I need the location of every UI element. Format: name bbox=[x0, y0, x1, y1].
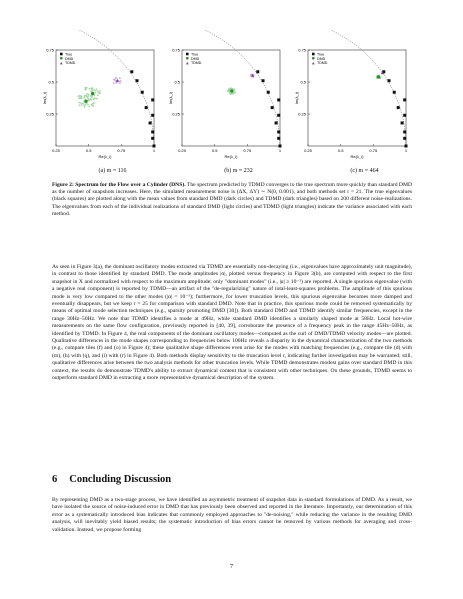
true-eigenvalue-marker bbox=[403, 114, 406, 117]
dmd-realization-point bbox=[88, 88, 90, 90]
x-axis-label: Re(λ_i) bbox=[350, 154, 364, 159]
dmd-realization-point bbox=[91, 104, 93, 106]
true-eigenvalue-marker bbox=[403, 98, 406, 101]
true-eigenvalue-marker bbox=[151, 130, 154, 133]
dmd-realization-point bbox=[82, 103, 84, 105]
section-number: 6 bbox=[52, 474, 58, 485]
legend-dmd-marker bbox=[312, 57, 315, 60]
dmd-realization-point bbox=[90, 99, 92, 101]
legend-true-marker bbox=[186, 53, 189, 56]
true-eigenvalue-marker bbox=[277, 114, 280, 117]
figure-caption-label: Figure 2: Spectrum for the Flow over a Cylinder (DNS). bbox=[52, 182, 186, 188]
legend-dmd-marker bbox=[186, 57, 189, 60]
subfigure-a bbox=[42, 44, 167, 164]
legend-label: TDMD bbox=[65, 61, 76, 66]
dmd-realization-point bbox=[96, 98, 98, 100]
x-tick-label: 0.75 bbox=[117, 148, 126, 153]
subfigure-caption-a: (a) m = 116 bbox=[98, 168, 127, 174]
subfigure-caption-b: (b) m = 232 bbox=[224, 168, 253, 174]
true-eigenvalue-marker bbox=[149, 121, 152, 124]
dmd-realization-point bbox=[97, 91, 99, 93]
dmd-realization-point bbox=[95, 90, 97, 92]
dmd-realization-point bbox=[79, 102, 81, 104]
dmd-realization-point bbox=[79, 97, 81, 99]
dmd-realization-point bbox=[86, 96, 88, 98]
spectrum-plot-b bbox=[168, 44, 293, 164]
true-eigenvalue-marker bbox=[277, 137, 280, 140]
true-eigenvalue-marker bbox=[130, 70, 133, 73]
x-axis-label: Re(λ_i) bbox=[224, 154, 238, 159]
dmd-realization-point bbox=[86, 93, 88, 95]
true-eigenvalue-marker bbox=[151, 98, 154, 101]
x-tick-label: 1 bbox=[278, 148, 282, 153]
legend-label: True bbox=[191, 52, 199, 57]
legend-tdmd-marker bbox=[312, 62, 315, 64]
true-eigenvalue-marker bbox=[271, 106, 274, 109]
legend-label: DMD bbox=[317, 56, 326, 61]
true-eigenvalue-marker bbox=[277, 98, 280, 101]
dmd-realization-point bbox=[94, 97, 96, 99]
y-tick-label: 0.25 bbox=[172, 111, 180, 117]
section-heading bbox=[52, 474, 171, 485]
dmd-realization-point bbox=[78, 95, 80, 97]
dmd-realization-point bbox=[94, 92, 96, 94]
legend-true-marker bbox=[60, 53, 63, 56]
subfigure-c bbox=[294, 44, 419, 164]
true-eigenvalue-marker bbox=[256, 70, 259, 73]
y-axis-label: Im(λ_i) bbox=[168, 91, 173, 105]
unit-circle-arc bbox=[79, 30, 154, 146]
legend-tdmd-marker bbox=[60, 62, 63, 64]
x-axis-label: Re(λ_i) bbox=[98, 154, 112, 159]
true-eigenvalue-marker bbox=[267, 91, 270, 94]
true-eigenvalue-marker bbox=[401, 121, 404, 124]
tdmd-realization-point bbox=[113, 82, 115, 84]
unit-circle-arc bbox=[205, 30, 280, 146]
legend-label: True bbox=[317, 52, 325, 57]
dmd-realization-point bbox=[80, 102, 82, 104]
figure-caption bbox=[52, 182, 412, 218]
dmd-realization-point bbox=[92, 103, 94, 105]
dmd-realization-point bbox=[91, 97, 93, 99]
y-tick-label: 0.75 bbox=[46, 47, 54, 53]
dmd-realization-point bbox=[84, 95, 86, 97]
true-eigenvalue-marker bbox=[388, 79, 391, 82]
true-eigenvalue-marker bbox=[279, 145, 282, 148]
body-paragraph-1: As seen in Figure 3(a), the dominant oscillatory modes extracted via TDMD are essentially non-decaying (i.e., eigenvalues have approximately unit magnitude), in contrast to those identified by standard DMD. The mode amplitudes |α|, plotted versus frequency in Figure 3(b), are computed with respect to the first snapshot in X and normalized with respect to the maximum amplitude; only "dominant modes" (i.e., |α| ≥ 10⁻²) are reported. A single spurious eigenvalue (with a negative real component) is reported by TDMD—an artifact of the "de-regularizing" nature of total-least-squares problems. The amplitude of this spurious mode is very low compared to the other modes (|α| = 10⁻⁵); furthermore, for lower truncation levels, this spurious eigenvalue becomes more damped and eventually disappears, but we keep r = 25 for comparison with standard DMD. Note that in practice, this spurious mode could be removed systematically by means of optimal mode selection techniques (e.g., sparsity promoting DMD [30]). Both standard DMD and TDMD identify similar frequencies, except in the range 30Hz–50Hz. We note that TDMD identifies a mode at 49Hz, while standard DMD identifies a similarly shaped mode at 58Hz. Local hot-wire measurements on the same flow configuration, previously reported in [40, 39], corroborate the presence of a frequency peak in the range 45Hz–50Hz, as identified by TDMD. In Figure 4, the real components of the dominant oscillatory modes—computed as the curl of DMD/TDMD velocity modes—are plotted. Qualitative differences in the mode shapes corresponding to frequencies below 100Hz reveals a disparity in the dynamical characterization of the two methods (e.g., compare tiles (f) and (o) in Figure 4); these qualitative shape differences even arise for the modes with matching frequencies (e.g., compare tile (d) with (m), (h) with (q), and (i) with (r) in Figure 4). Both methods display sensitivity to the truncation level r, indicating further investigation may be warranted; still, qualitative differences arise between the two analysis methods for other truncation levels. While TDMD demonstrates modest gains over standard DMD in this context, the results do demonstrate TDMD's ability to extract dynamical content that is consistent with other techniques. On these grounds, TDMD seems to outperform standard DMD in extracting a more representative dynamical description of the system. bbox=[52, 264, 412, 382]
spectrum-plot-c bbox=[294, 44, 419, 164]
subfigure-caption-c: (c) m = 464 bbox=[350, 168, 379, 174]
dmd-realization-point bbox=[93, 89, 95, 91]
true-eigenvalue-marker bbox=[397, 106, 400, 109]
dmd-realization-point bbox=[90, 87, 92, 89]
true-eigenvalue-marker bbox=[151, 114, 154, 117]
y-tick-label: 0.5 bbox=[48, 79, 54, 85]
dmd-realization-point bbox=[85, 88, 87, 90]
x-tick-label: 1 bbox=[152, 148, 156, 153]
dmd-realization-point bbox=[79, 104, 81, 106]
x-tick-label: 1 bbox=[404, 148, 408, 153]
true-eigenvalue-marker bbox=[136, 79, 139, 82]
y-tick-label: 0.5 bbox=[300, 79, 306, 85]
true-eigenvalue-marker bbox=[141, 91, 144, 94]
y-tick-label: 0.5 bbox=[174, 79, 180, 85]
unit-circle-arc bbox=[331, 30, 406, 146]
body-paragraph-2: By representing DMD as a two-stage process, we have identified an asymmetric treatment of snapshot data in standard formulations of DMD. As a result, we have isolated the source of noise-induced error in DMD that has previously been observed and reported in the literature. Importantly, our determination of this error as a systematically introduced bias indicates that commonly employed approaches to "de-noising," while reducing the variance in the resulting DMD analysis, will inevitably yield biased results; the systematic introduction of bias errors cannot be removed by various methods for averaging and cross-validation. Instead, we propose forming bbox=[52, 497, 412, 533]
legend-dmd-marker bbox=[60, 57, 63, 60]
x-tick-label: 0.5 bbox=[85, 148, 92, 153]
dmd-realization-point bbox=[84, 104, 86, 106]
subfigure-b bbox=[168, 44, 293, 164]
legend-label: DMD bbox=[65, 56, 74, 61]
section-title: Concluding Discussion bbox=[69, 474, 172, 485]
dmd-realization-point bbox=[227, 90, 229, 92]
page-number: 7 bbox=[229, 563, 234, 570]
y-axis-label: Im(λ_i) bbox=[42, 91, 47, 105]
true-eigenvalue-marker bbox=[405, 145, 408, 148]
dmd-realization-point bbox=[96, 88, 98, 90]
true-eigenvalue-marker bbox=[151, 137, 154, 140]
true-eigenvalue-marker bbox=[393, 91, 396, 94]
dmd-realization-point bbox=[81, 95, 83, 97]
x-tick-label: 0.75 bbox=[369, 148, 378, 153]
dmd-realization-point bbox=[228, 91, 230, 93]
y-tick-label: 0.25 bbox=[46, 111, 54, 117]
dmd-realization-point bbox=[234, 91, 236, 93]
x-tick-label: 0.25 bbox=[52, 148, 60, 153]
dmd-realization-point bbox=[99, 90, 101, 92]
y-tick-label: 0.25 bbox=[298, 111, 306, 117]
dmd-realization-point bbox=[93, 95, 95, 97]
legend-label: True bbox=[65, 52, 73, 57]
dmd-realization-point bbox=[80, 97, 82, 99]
true-eigenvalue-marker bbox=[262, 79, 265, 82]
dmd-realization-point bbox=[88, 99, 90, 101]
legend-label: TDMD bbox=[317, 61, 328, 66]
legend-true-marker bbox=[312, 53, 315, 56]
x-tick-label: 0.25 bbox=[304, 148, 312, 153]
legend-tdmd-marker bbox=[186, 62, 189, 64]
true-eigenvalue-marker bbox=[277, 130, 280, 133]
dmd-mean-marker bbox=[230, 89, 233, 92]
legend-label: TDMD bbox=[191, 61, 202, 66]
y-axis-label: Im(λ_i) bbox=[294, 91, 299, 105]
true-eigenvalue-marker bbox=[403, 137, 406, 140]
true-eigenvalue-marker bbox=[275, 121, 278, 124]
figure-caption-text: The spectrum predicted by TDMD converges to the true spectrum more quickly than standard DMD as the number of snapshots increases. Here, the simulated measurement noise is (ΔX, ΔY) ∼ N(0, 0.001), and both methods set r = 21. The true eigenvalues (black squares) are plotted along with the mean values from standard DMD (dark circles) and TDMD (dark triangles) based on 200 different noise-realizations. The eigenvalues from each of the individual realizations of standard DMD (light circles) and TDMD (light triangles) indicate the variance associated with each method. bbox=[52, 182, 412, 217]
x-tick-label: 0.5 bbox=[337, 148, 344, 153]
dmd-realization-point bbox=[97, 94, 99, 96]
dmd-realization-point bbox=[98, 93, 100, 95]
dmd-realization-point bbox=[231, 92, 233, 94]
y-tick-label: 0.75 bbox=[298, 47, 306, 53]
true-eigenvalue-marker bbox=[403, 130, 406, 133]
dmd-mean-marker bbox=[377, 75, 380, 78]
y-tick-label: 0.75 bbox=[172, 47, 180, 53]
dmd-realization-point bbox=[84, 106, 86, 108]
true-eigenvalue-marker bbox=[145, 106, 148, 109]
dmd-realization-point bbox=[81, 104, 83, 106]
dmd-realization-point bbox=[93, 105, 95, 107]
x-tick-label: 0.75 bbox=[243, 148, 252, 153]
dmd-realization-point bbox=[88, 106, 90, 108]
legend-label: DMD bbox=[191, 56, 200, 61]
spectrum-plot-a bbox=[42, 44, 167, 164]
x-tick-label: 0.25 bbox=[178, 148, 186, 153]
x-tick-label: 0.5 bbox=[211, 148, 218, 153]
true-eigenvalue-marker bbox=[153, 145, 156, 148]
dmd-realization-point bbox=[233, 90, 235, 92]
dmd-realization-point bbox=[87, 104, 89, 106]
dmd-mean-marker bbox=[84, 100, 87, 103]
dmd-mean-marker bbox=[91, 92, 94, 95]
